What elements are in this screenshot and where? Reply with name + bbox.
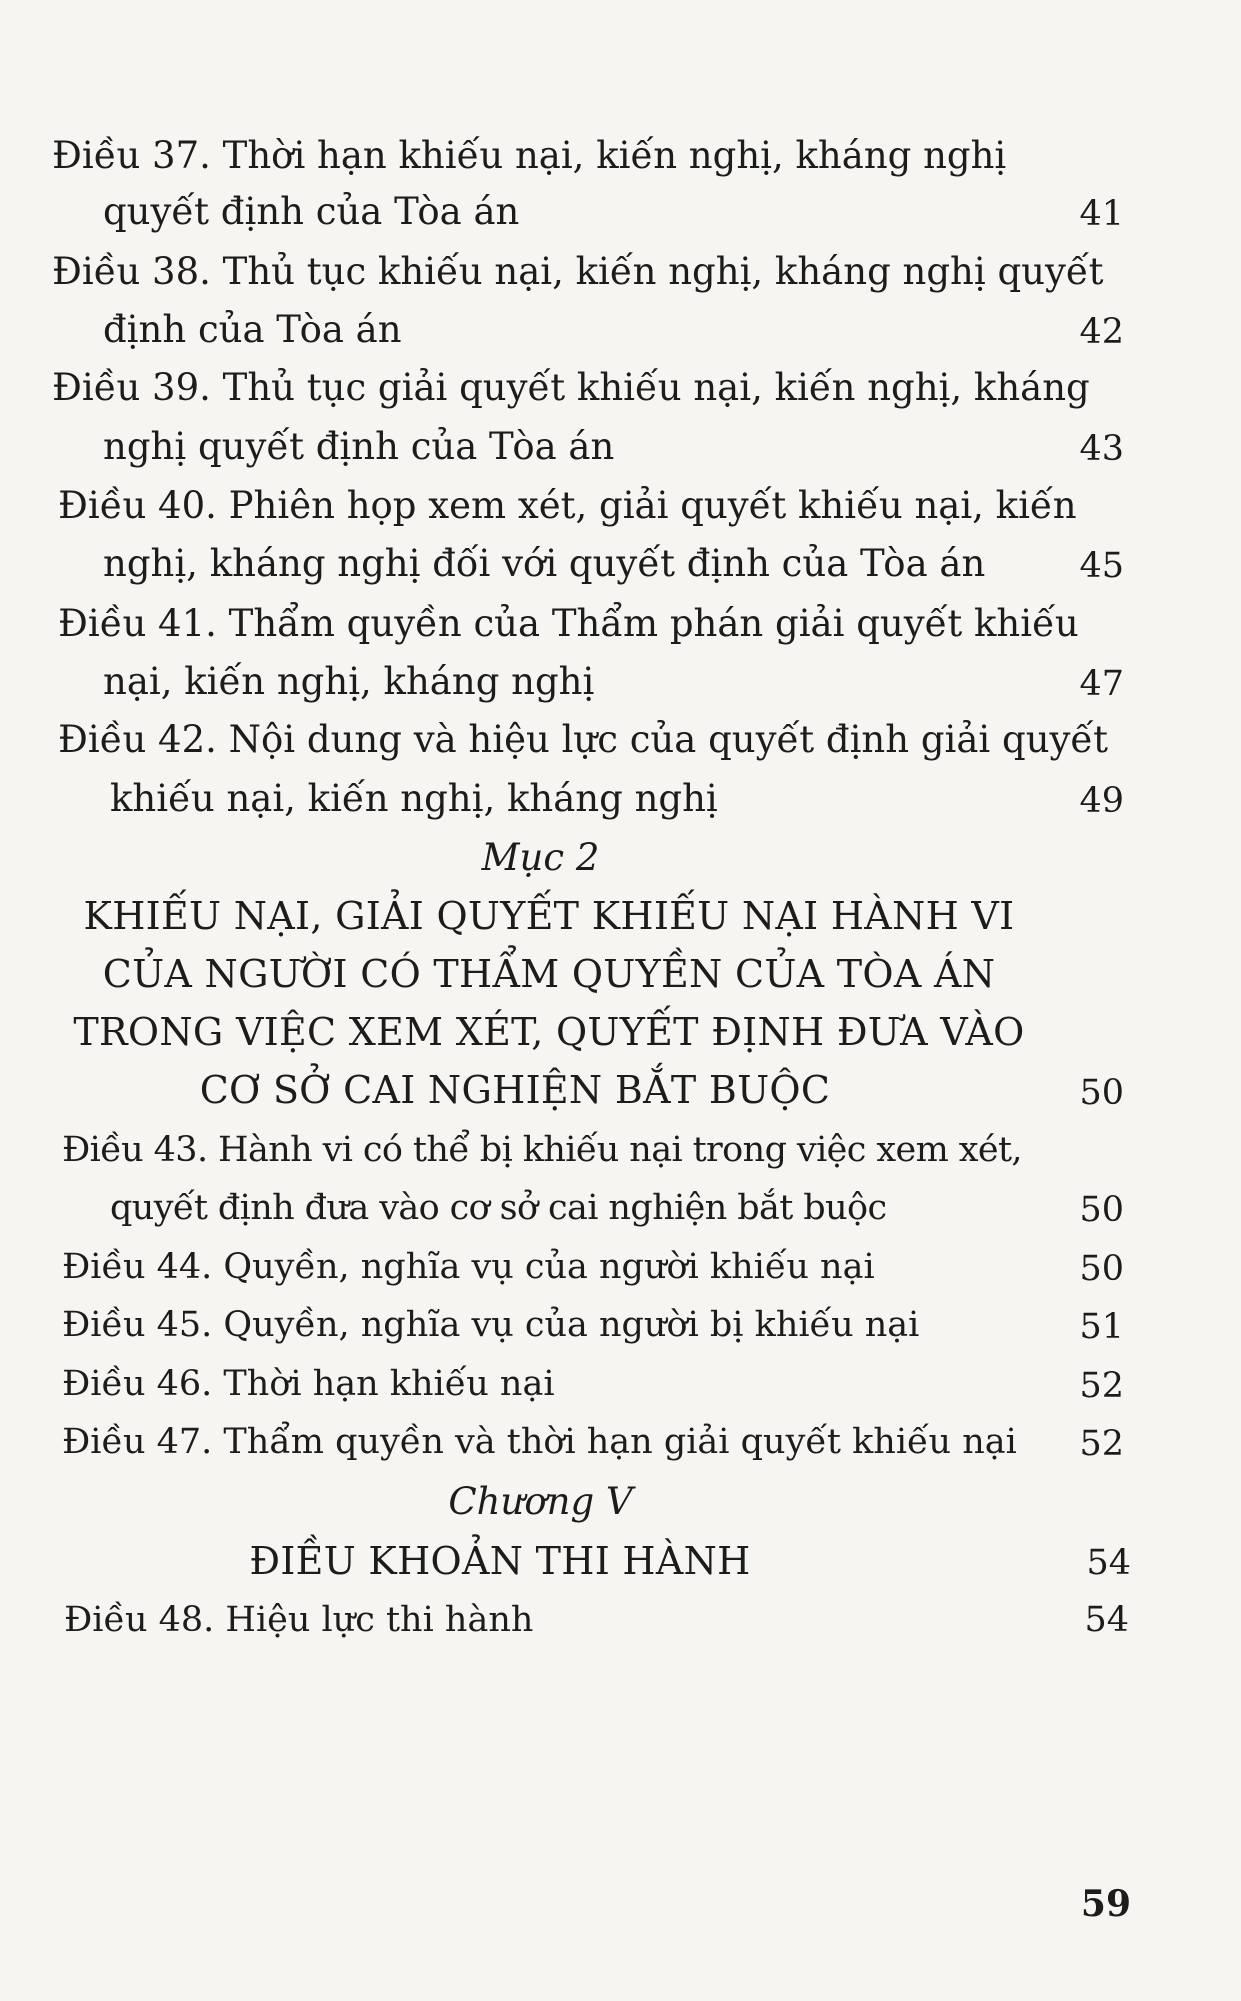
toc-entry-page: 52 (1079, 1424, 1124, 1464)
section-title-line: CỦA NGƯỜI CÓ THẨM QUYỀN CỦA TÒA ÁN (102, 952, 996, 996)
toc-entry-page: 43 (1079, 429, 1124, 469)
toc-entry-page: 54 (1084, 1600, 1129, 1640)
toc-entry-page: 50 (1079, 1249, 1124, 1289)
toc-entry-line: Điều 40. Phiên họp xem xét, giải quyết khiếu nại, kiến (58, 484, 1077, 527)
toc-entry-line: Điều 38. Thủ tục khiếu nại, kiến nghị, kháng nghị quyết (52, 250, 1104, 293)
toc-entry-line: Điều 39. Thủ tục giải quyết khiếu nại, kiến nghị, kháng (52, 366, 1090, 409)
toc-entry-line: Điều 43. Hành vi có thể bị khiếu nại trong việc xem xét, (62, 1130, 1022, 1170)
section-title-line: TRONG VIỆC XEM XÉT, QUYẾT ĐỊNH ĐƯA VÀO (73, 1010, 1025, 1054)
toc-entry-page: 51 (1079, 1307, 1124, 1347)
toc-entry-line: Điều 42. Nội dung và hiệu lực của quyết định giải quyết (58, 718, 1109, 761)
page-number: 59 (1080, 1883, 1131, 1925)
toc-entry-line: quyết định của Tòa án (103, 190, 520, 233)
toc-entry-page: 47 (1079, 664, 1124, 704)
toc-entry-page: 52 (1079, 1366, 1124, 1406)
toc-entry-page: 41 (1079, 194, 1124, 234)
toc-entry-page: 50 (1079, 1190, 1124, 1230)
toc-entry-line: nại, kiến nghị, kháng nghị (103, 660, 595, 703)
toc-entry-line: Điều 44. Quyền, nghĩa vụ của người khiếu nại (62, 1247, 875, 1287)
section-title-line: KHIẾU NẠI, GIẢI QUYẾT KHIẾU NẠI HÀNH VI (83, 894, 1015, 938)
toc-entry-line: nghị, kháng nghị đối với quyết định của Tòa án (103, 542, 986, 585)
toc-entry-line: định của Tòa án (103, 308, 402, 351)
chapter-label: Chương V (448, 1480, 633, 1523)
toc-entry-line: nghị quyết định của Tòa án (103, 425, 615, 468)
toc-entry-page: 45 (1079, 546, 1124, 586)
toc-entry-line: Điều 37. Thời hạn khiếu nại, kiến nghị, kháng nghị (52, 134, 1007, 177)
toc-entry-line: Điều 46. Thời hạn khiếu nại (62, 1364, 555, 1404)
section-page: 50 (1079, 1073, 1124, 1113)
toc-entry-line: Điều 48. Hiệu lực thi hành (64, 1600, 534, 1640)
chapter-page: 54 (1086, 1543, 1131, 1583)
toc-entry-page: 49 (1079, 781, 1124, 821)
toc-entry-line: quyết định đưa vào cơ sở cai nghiện bắt buộc (110, 1188, 887, 1228)
section-title-line: CƠ SỞ CAI NGHIỆN BẮT BUỘC (199, 1068, 831, 1112)
toc-entry-line: Điều 41. Thẩm quyền của Thẩm phán giải quyết khiếu (58, 602, 1079, 645)
section-label: Mục 2 (481, 836, 600, 879)
toc-entry-line: Điều 45. Quyền, nghĩa vụ của người bị khiếu nại (62, 1305, 920, 1345)
chapter-title: ĐIỀU KHOẢN THI HÀNH (249, 1539, 751, 1583)
toc-entry-page: 42 (1079, 312, 1124, 352)
toc-entry-line: khiếu nại, kiến nghị, kháng nghị (110, 777, 718, 820)
toc-entry-line: Điều 47. Thẩm quyền và thời hạn giải quyết khiếu nại (62, 1422, 1017, 1462)
